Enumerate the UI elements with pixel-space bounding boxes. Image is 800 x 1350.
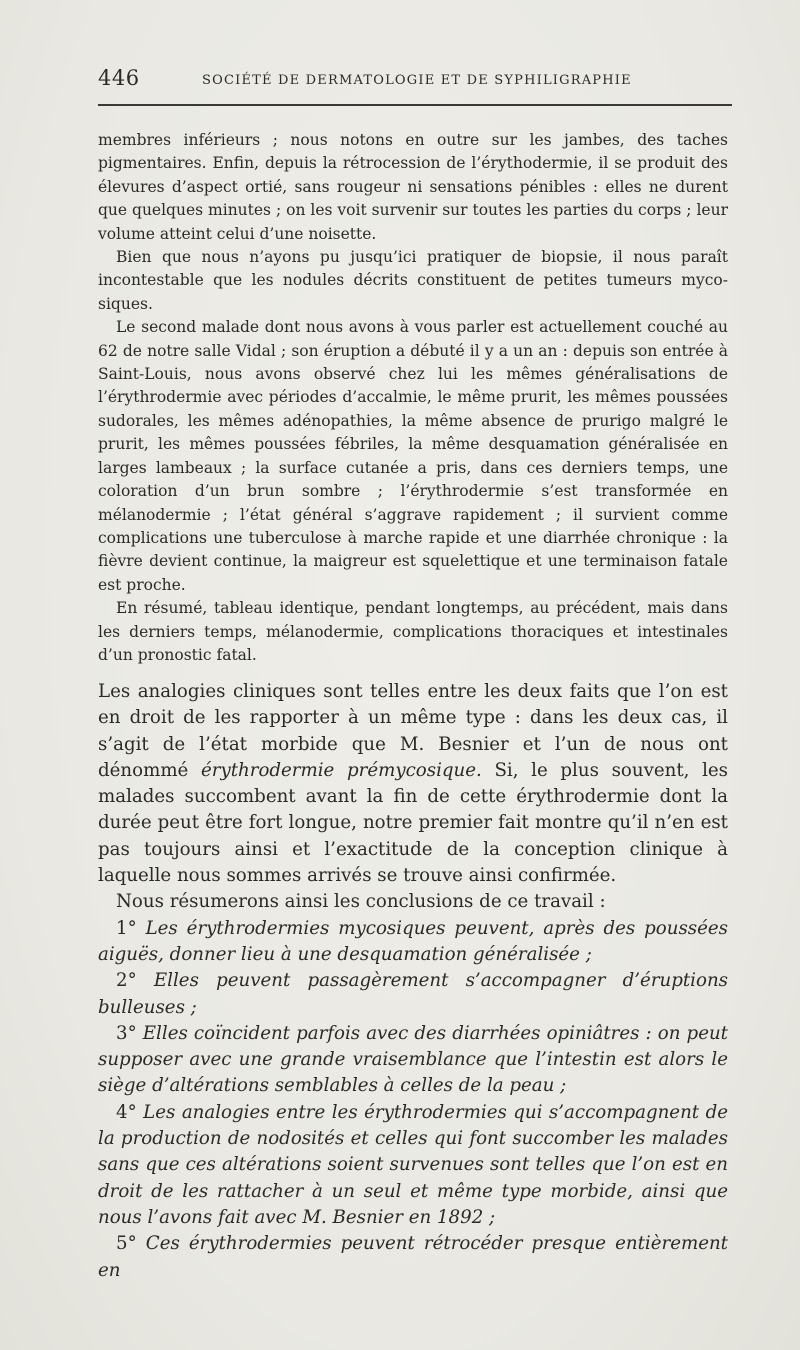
conclusion-number: 3° [116,1022,137,1044]
analogies-text: Les analogies cliniques sont telles entre les deux faits que l’on est en droit de les rapporter à un même type : dans les deux cas, il s’agit de l’état morbide que M. Besnier et l’un de nous ont dénommé [98,681,728,781]
paragraph-second-patient: Le second malade dont nous avons à vous parler est actuellement couché au 62 de notre salle Vidal ; son éruption a débuté il y a un an : depuis son entrée à Saint-Louis, nous avons observé chez lui les mêmes généralisations de l’érythrodermie avec périodes d’accalmie, le même prurit, les mêmes poussées sudorales, les mêmes adénopathies, la même absence de prurigo malgré le prurit, les mêmes poussées fébriles, la même desquamation généralisée en larges lambeaux ; la surface cutanée a pris, dans ces derniers temps, une coloration d’un brun sombre ; l’érythrodermie s’est transformée en mélanodermie ; l’état général s’aggrave rapidement ; il survient comme complications une tuberculose à marche rapide et une diarrhée chronique : la fièvre devient continue, la maigreur est squelettique et une terminaison fatale est proche. [98,318,728,594]
discussion-text [98,679,728,1284]
conclusion-number: 2° [116,970,137,992]
conclusion-item [98,916,728,969]
paragraph-biopsy: Bien que nous n’ayons pu jusqu’ici pratiquer de biopsie, il nous paraît incontestable que les nodules décrits constituent de petites tumeurs mycosiques. [98,248,728,313]
conclusion-item [98,1231,728,1284]
conclusion-number: 1° [116,917,137,939]
header-rule [98,104,732,106]
conclusion-text: Ces érythrodermies peuvent rétrocéder presque entièrement en [98,1233,728,1281]
conclusion-item [98,1100,728,1231]
conclusion-text: Les analogies entre les érythrodermies qui s’accompagnent de la production de nodosités et celles qui font succomber les malades sans que ces altérations soient survenues sont telles que l’on est en droit de les rattacher à un seul et même type morbide, ainsi que nous l’avons fait avec M. Besnier en 1892 ; [98,1101,728,1228]
conclusion-number: 4° [116,1101,137,1123]
running-header [98,66,728,90]
paragraph-conclusions-intro: Nous résumerons ainsi les conclusions de ce travail : [116,891,606,913]
page-number: 446 [98,66,140,90]
paragraph-summary: En résumé, tableau identique, pendant longtemps, au précédent, mais dans les derniers temps, mélanodermie, complications thoraciques et intestinales d’un pronostic fatal. [98,599,728,664]
term-erythrodermie-premycosique: érythrodermie prémycosique. [201,759,482,781]
journal-title: SOCIÉTÉ DE DERMATOLOGIE ET DE SYPHILIGRAPHIE [202,73,632,88]
conclusion-text: Elles peuvent passagèrement s’accompagner d’éruptions bulleuses ; [98,970,728,1018]
conclusion-text: Elles coïncident parfois avec des diarrhées opiniâtres : on peut supposer avec une grande vraisemblance que l’intestin est alors le siège d’altérations semblables à celles de la peau ; [98,1022,728,1097]
paragraph-analogies [98,679,728,889]
conclusion-item [98,1021,728,1100]
analogies-text-end: Si, le plus souvent, les malades succombent avant la fin de cette érythrodermie dont la durée peut être fort longue, notre premier fait montre qu’il n’en est pas toujours ainsi et l’exactitude de la conception clinique à laquelle nous sommes arrivés se trouve ainsi confirmée. [98,759,728,887]
conclusion-number: 5° [116,1233,137,1255]
conclusion-text: Les érythrodermies mycosiques peuvent, après des poussées aiguës, donner lieu à une desquamation généralisée ; [98,917,728,965]
case-report-text [98,129,728,667]
conclusion-item [98,968,728,1021]
paragraph-continuation: membres inférieurs ; nous notons en outre sur les jambes, des taches pigmentaires. Enfin, depuis la rétrocession de l’érythodermie, il se produit des élevures d’aspect ortié, sans rougeur ni sensations pénibles : elles ne durent que quelques minutes ; on les voit survenir sur toutes les parties du corps ; leur volume atteint celui d’une noisette. [98,131,728,243]
